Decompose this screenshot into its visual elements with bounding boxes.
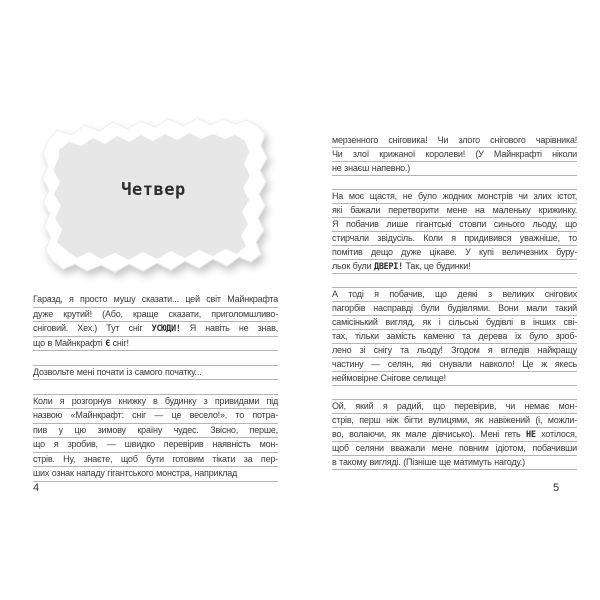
text-line	[332, 442, 577, 456]
text-line	[332, 372, 577, 386]
text-line	[332, 302, 577, 316]
text-segment: хотілося,	[535, 429, 577, 439]
text-segment: не знаєш напевно.)	[332, 163, 411, 173]
text-segment: Я побачив лише гігантські стовпи синього льоду, що	[332, 219, 577, 229]
page-right	[332, 134, 577, 470]
text-segment: стрів, перш ніж бігти вулицями, як навіжений (і, можли-	[332, 415, 577, 425]
text-segment: що я зробив, — швидко перевірив наявність мон-	[33, 439, 278, 449]
text-segment: самісінький вигляд, як і сільські будівлі в інших сві-	[332, 317, 577, 327]
text-line	[33, 366, 278, 381]
text-line	[332, 400, 577, 414]
emphasized-word: НЕ	[526, 430, 536, 440]
text-segment: мерзенного сніговика! Чи злого снігового чарівника!	[332, 135, 577, 145]
text-segment: льок були	[332, 261, 375, 271]
text-line	[332, 358, 577, 372]
text-segment: А тоді я побачив, що деякі з великих снігових	[332, 289, 577, 299]
text-line	[332, 190, 577, 204]
text-line	[332, 330, 577, 344]
text-segment: Я навіть не знав,	[180, 323, 278, 333]
text-line	[332, 260, 577, 274]
text-segment: лено зі снігу та льоду! Згодом я вгледів найкращу	[332, 345, 577, 355]
text-segment: Коли я розгорнув книжку в будинку з привидами під	[33, 395, 278, 406]
text-line	[33, 337, 278, 352]
text-segment: во, волаючи, як мале дівчисько). Мені геть	[332, 429, 527, 439]
text-segment: помітив дещо дуже цікаве. У купі величезних буру-	[332, 247, 577, 257]
text-line	[332, 162, 577, 176]
text-line	[33, 322, 278, 337]
text-line	[332, 428, 577, 442]
text-segment: Чи злої крижаної королеви! (У Майнкрафті ніколи	[332, 149, 577, 159]
right-page-text	[332, 134, 577, 470]
text-segment: ших ознак нападу гігантського монстра, наприклад	[33, 468, 238, 478]
text-segment: Так, це будинки!	[402, 261, 471, 271]
text-line	[332, 414, 577, 428]
text-line	[33, 453, 278, 468]
page-number-right: 5	[553, 482, 560, 494]
text-segment: Ой, який я радий, що перевірив, чи немає мон-	[332, 401, 577, 411]
text-segment: сніговий. Хех.) Тут сніг	[33, 323, 152, 333]
text-segment: в такому вигляді. (Пізніше ще матимуть нагоду.)	[332, 457, 525, 467]
left-page-text	[33, 293, 278, 482]
ruled-blank-line	[33, 380, 278, 395]
text-segment: неймовірне Снігове селище!	[332, 373, 446, 383]
chapter-title: Четвер	[121, 180, 186, 200]
text-line	[332, 288, 577, 302]
text-segment: які бажали перетворити мене на маленьку крижинку.	[332, 205, 577, 215]
text-segment: частину — селян, які снували навколо! Це ж якесь	[332, 359, 577, 369]
emphasized-word: УСЮДИ!	[151, 324, 181, 334]
text-line	[332, 204, 577, 218]
text-line	[33, 293, 278, 308]
text-line	[33, 308, 278, 323]
ruled-blank-line	[332, 274, 577, 288]
page-left	[33, 108, 278, 482]
ruled-blank-line	[33, 351, 278, 366]
text-segment: пагорбів насправді були будівлями. Вони мали такий	[332, 303, 577, 313]
text-line	[332, 344, 577, 358]
text-segment: стирчали звідусіль. Коли я придивився уважніше, то	[332, 233, 577, 243]
text-line	[332, 134, 577, 148]
text-segment: сніг!	[110, 337, 129, 348]
text-segment: Дозвольте мені почати із самого початку...	[33, 366, 202, 377]
text-segment: назвою «Майнкрафт: сніг — це весело!», то потра-	[33, 410, 278, 420]
text-line	[332, 148, 577, 162]
text-line	[33, 395, 278, 410]
chapter-header-torn-paper	[37, 108, 270, 282]
text-segment: Гаразд, я просто мушу сказати... цей світ Майнкрафта	[33, 294, 278, 304]
text-segment: стрів. Ну, знаєте, щоб бути готовим тікати за пер-	[33, 453, 278, 464]
ruled-blank-line	[332, 386, 577, 400]
text-line	[332, 456, 577, 470]
text-line	[332, 218, 577, 232]
text-line	[332, 246, 577, 260]
text-line	[33, 409, 278, 424]
text-line	[332, 232, 577, 246]
text-line	[33, 438, 278, 453]
text-line	[332, 316, 577, 330]
text-segment: На моє щастя, не було жодних монстрів чи злих істот,	[332, 191, 577, 201]
text-segment: щоб селяни вважали мене повним ідіотом, побачивши	[332, 443, 577, 453]
text-line	[33, 424, 278, 439]
page-number-left: 4	[33, 482, 40, 494]
ruled-blank-line	[332, 176, 577, 190]
emphasized-word: ДВЕРІ!	[374, 262, 403, 272]
text-segment: що в Майнкрафті	[33, 337, 106, 348]
text-segment: тах, тільки замість каменю та дерева їх було зроб-	[332, 331, 577, 341]
text-segment: пив у цю зимову країну чудес. Звісно, перше,	[33, 424, 278, 435]
text-line	[33, 467, 278, 482]
text-segment: дуже крутий! (Або, краще сказати, приголомшливо-	[33, 308, 278, 319]
emphasized-word: Є	[105, 338, 110, 349]
